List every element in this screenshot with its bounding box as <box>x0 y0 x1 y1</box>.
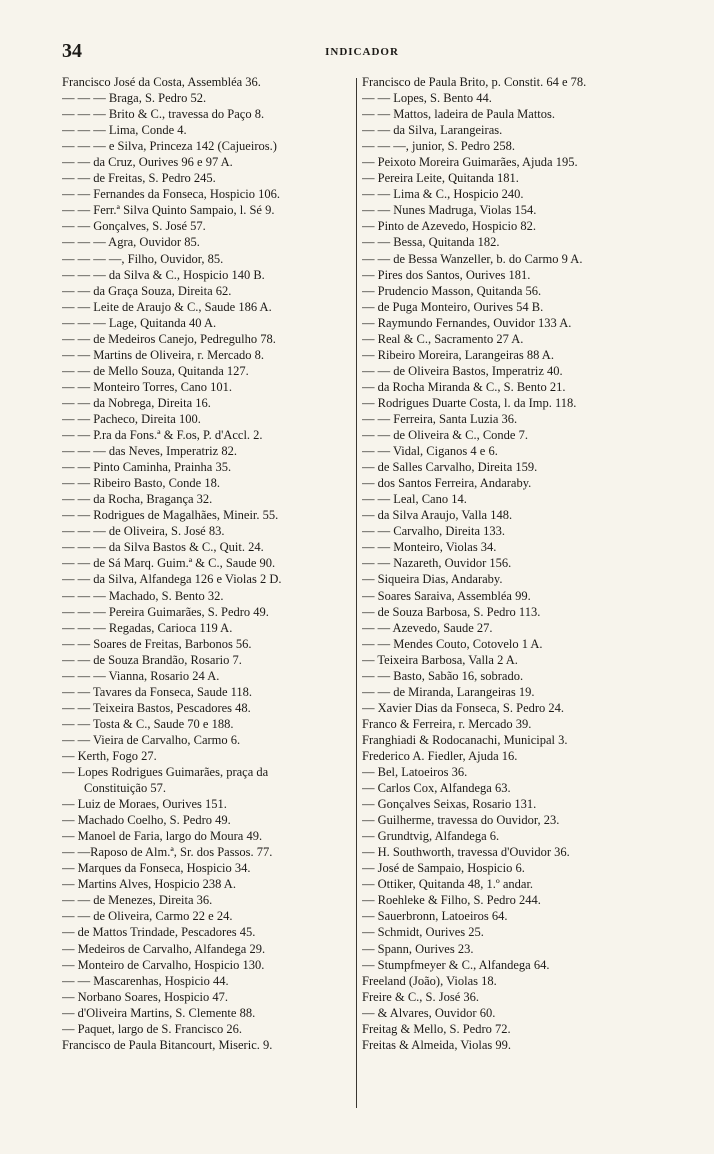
directory-entry: — Prudencio Masson, Quitanda 56. <box>362 283 542 298</box>
directory-entry: — Manoel de Faria, largo do Moura 49. <box>62 829 263 844</box>
directory-entry: Freitag & Mello, S. Pedro 72. <box>362 1021 511 1036</box>
directory-entry: — Pereira Leite, Quitanda 181. <box>362 171 519 186</box>
directory-entry: Freitas & Almeida, Violas 99. <box>362 1037 512 1052</box>
directory-entry: — — Mascarenhas, Hospicio 44. <box>62 973 229 988</box>
directory-entry: — — Tavares da Fonseca, Saude 118. <box>62 684 253 699</box>
directory-entry: — Pires dos Santos, Ourives 181. <box>362 267 531 282</box>
directory-entry: — & Alvares, Ouvidor 60. <box>362 1005 496 1020</box>
directory-entry: — — de Oliveira & C., Conde 7. <box>362 428 528 443</box>
directory-entry: — Martins Alves, Hospicio 238 A. <box>62 877 236 892</box>
directory-entry: — — da Rocha, Bragança 32. <box>62 492 213 507</box>
directory-entry: — — de Souza Brandão, Rosario 7. <box>62 652 242 667</box>
directory-entry: — dos Santos Ferreira, Andaraby. <box>362 476 532 491</box>
directory-entry: — Grundtvig, Alfandega 6. <box>362 829 500 844</box>
directory-entry: — da Rocha Miranda & C., S. Bento 21. <box>362 379 566 394</box>
directory-entry: — — Bessa, Quitanda 182. <box>362 235 500 250</box>
directory-entry: — — da Silva, Larangeiras. <box>362 123 503 138</box>
directory-entry: — de Puga Monteiro, Ourives 54 B. <box>362 299 544 314</box>
directory-entry: — Teixeira Barbosa, Valla 2 A. <box>362 652 518 667</box>
directory-entry: — Xavier Dias da Fonseca, S. Pedro 24. <box>362 700 565 715</box>
directory-entry: — Paquet, largo de S. Francisco 26. <box>62 1021 242 1036</box>
directory-entry: — — Lopes, S. Bento 44. <box>362 91 492 106</box>
directory-entry: — Sauerbronn, Latoeiros 64. <box>362 909 508 924</box>
directory-entry: — — Ferreira, Santa Luzia 36. <box>362 411 518 426</box>
directory-entry: — José de Sampaio, Hospicio 6. <box>362 861 525 876</box>
directory-entry: — — Vidal, Ciganos 4 e 6. <box>362 444 498 459</box>
directory-entry: — — — —, Filho, Ouvidor, 85. <box>62 251 224 266</box>
directory-entry: — Marques da Fonseca, Hospicio 34. <box>62 861 251 876</box>
directory-entry: — — Nazareth, Ouvidor 156. <box>362 556 512 571</box>
directory-entry: — — — Braga, S. Pedro 52. <box>62 91 207 106</box>
directory-entry: — Luiz de Moraes, Ourives 151. <box>62 797 227 812</box>
directory-entry: — — Ferr.ª Silva Quinto Sampaio, l. Sé 9. <box>62 203 275 218</box>
directory-entry: — — — da Silva & C., Hospicio 140 B. <box>62 267 265 282</box>
directory-entry: — d'Oliveira Martins, S. Clemente 88. <box>62 1005 256 1020</box>
directory-entry: — — — da Silva Bastos & C., Quit. 24. <box>62 540 264 555</box>
page-header <box>62 40 662 64</box>
directory-entry: — — Gonçalves, S. José 57. <box>62 219 206 234</box>
directory-entry: — — Azevedo, Saude 27. <box>362 620 493 635</box>
directory-entry: Frederico A. Fiedler, Ajuda 16. <box>362 748 518 763</box>
directory-entry: — Rodrigues Duarte Costa, l. da Imp. 118. <box>362 395 577 410</box>
directory-entry: — — — Lima, Conde 4. <box>62 123 187 138</box>
directory-entry: — — — Regadas, Carioca 119 A. <box>62 620 233 635</box>
directory-entry: — — Pinto Caminha, Prainha 35. <box>62 460 232 475</box>
directory-entry: — — Nunes Madruga, Violas 154. <box>362 203 537 218</box>
directory-entry: — — Carvalho, Direita 133. <box>362 524 506 539</box>
directory-entry: — Schmidt, Ourives 25. <box>362 925 484 940</box>
directory-entry: — Kerth, Fogo 27. <box>62 748 157 763</box>
directory-entry: — — de Freitas, S. Pedro 245. <box>62 171 216 186</box>
directory-entry: Francisco José da Costa, Assembléa 36. <box>62 75 261 89</box>
directory-entry: — Peixoto Moreira Guimarães, Ajuda 195. <box>362 155 578 170</box>
directory-entry: Freeland (João), Violas 18. <box>362 973 497 988</box>
directory-entry: — Machado Coelho, S. Pedro 49. <box>62 813 231 828</box>
directory-entry: — — Rodrigues de Magalhães, Mineir. 55. <box>62 508 279 523</box>
directory-entry: — Roehleke & Filho, S. Pedro 244. <box>362 893 541 908</box>
directory-entry: — — Vieira de Carvalho, Carmo 6. <box>62 732 241 747</box>
directory-entry: — Pinto de Azevedo, Hospicio 82. <box>362 219 536 234</box>
directory-entry: — — Martins de Oliveira, r. Mercado 8. <box>62 347 265 362</box>
directory-entry: Franghiadi & Rodocanachi, Municipal 3. <box>362 732 568 747</box>
directory-entry: — — — Machado, S. Bento 32. <box>62 588 224 603</box>
directory-entry: — Monteiro de Carvalho, Hospicio 130. <box>62 957 265 972</box>
directory-entry: — — de Oliveira Bastos, Imperatriz 40. <box>362 363 563 378</box>
directory-entry: — — Monteiro Torres, Cano 101. <box>62 379 233 394</box>
running-title: INDICADOR <box>325 46 399 58</box>
directory-entry: — — Leal, Cano 14. <box>362 492 467 507</box>
directory-entry: — —Raposo de Alm.ª, Sr. dos Passos. 77. <box>62 845 273 860</box>
directory-entry: — Spann, Ourives 23. <box>362 941 474 956</box>
directory-entry: — — Fernandes da Fonseca, Hospicio 106. <box>62 187 281 202</box>
directory-entry: — Raymundo Fernandes, Ouvidor 133 A. <box>362 315 572 330</box>
directory-entry: Freire & C., S. José 36. <box>362 989 480 1004</box>
directory-entry: — — Teixeira Bastos, Pescadores 48. <box>62 700 251 715</box>
directory-entry: Constituição 57. <box>84 781 166 796</box>
directory-entry: — Stumpfmeyer & C., Alfandega 64. <box>362 957 550 972</box>
directory-entry: — — — Agra, Ouvidor 85. <box>62 235 200 250</box>
directory-entry: — — de Bessa Wanzeller, b. do Carmo 9 A. <box>362 251 583 266</box>
directory-entry: — da Silva Araujo, Valla 148. <box>362 508 513 523</box>
directory-entry: — Medeiros de Carvalho, Alfandega 29. <box>62 941 266 956</box>
directory-entry: — — Mattos, ladeira de Paula Mattos. <box>362 107 556 122</box>
directory-entry: — — — e Silva, Princeza 142 (Cajueiros.) <box>62 139 277 154</box>
directory-entry: Francisco de Paula Bitancourt, Miseric. 9. <box>62 1037 273 1052</box>
left-column <box>62 74 355 1053</box>
directory-entry: — — — de Oliveira, S. José 83. <box>62 524 225 539</box>
directory-entry: — Bel, Latoeiros 36. <box>362 765 468 780</box>
directory-entry: — — Basto, Sabão 16, sobrado. <box>362 668 524 683</box>
directory-entry: — — de Sá Marq. Guim.ª & C., Saude 90. <box>62 556 276 571</box>
directory-entry: — Norbano Soares, Hospicio 47. <box>62 989 228 1004</box>
directory-entry: — — — das Neves, Imperatriz 82. <box>62 444 237 459</box>
directory-entry: — — de Medeiros Canejo, Pedregulho 78. <box>62 331 276 346</box>
directory-entry: — Lopes Rodrigues Guimarães, praça da <box>62 765 269 780</box>
directory-entry: — — da Nobrega, Direita 16. <box>62 395 211 410</box>
directory-entry: — de Souza Barbosa, S. Pedro 113. <box>362 604 541 619</box>
directory-entry: — — da Graça Souza, Direita 62. <box>62 283 232 298</box>
right-column <box>362 74 662 1053</box>
directory-entry: — Carlos Cox, Alfandega 63. <box>362 781 511 796</box>
directory-entry: Francisco de Paula Brito, p. Constit. 64 e 78. <box>362 75 587 89</box>
page-number: 34 <box>62 40 82 62</box>
directory-entry: — — Ribeiro Basto, Conde 18. <box>62 476 220 491</box>
directory-entry: — Gonçalves Seixas, Rosario 131. <box>362 797 537 812</box>
directory-entry: — — — Vianna, Rosario 24 A. <box>62 668 220 683</box>
directory-entry: — — Leite de Araujo & C., Saude 186 A. <box>62 299 272 314</box>
directory-entry: — Guilherme, travessa do Ouvidor, 23. <box>362 813 560 828</box>
directory-entry: — — — Brito & C., travessa do Paço 8. <box>62 107 265 122</box>
directory-entry: — H. Southworth, travessa d'Ouvidor 36. <box>362 845 570 860</box>
directory-entry: — Real & C., Sacramento 27 A. <box>362 331 524 346</box>
directory-entry: — — Monteiro, Violas 34. <box>362 540 497 555</box>
directory-entry: — Soares Saraiva, Assembléa 99. <box>362 588 531 603</box>
directory-entry: — Ottiker, Quitanda 48, 1.º andar. <box>362 877 534 892</box>
directory-entry: — — — Pereira Guimarães, S. Pedro 49. <box>62 604 269 619</box>
directory-entry: — — de Menezes, Direita 36. <box>62 893 213 908</box>
column-divider <box>356 78 357 1108</box>
directory-entry: — Siqueira Dias, Andaraby. <box>362 572 503 587</box>
directory-entry: — — da Silva, Alfandega 126 e Violas 2 D. <box>62 572 282 587</box>
directory-entry: — — P.ra da Fons.ª & F.os, P. d'Accl. 2. <box>62 428 263 443</box>
directory-entry: — de Salles Carvalho, Direita 159. <box>362 460 538 475</box>
directory-entry: — — de Miranda, Larangeiras 19. <box>362 684 535 699</box>
directory-entry: — — —, junior, S. Pedro 258. <box>362 139 515 154</box>
directory-entry: — — — Lage, Quitanda 40 A. <box>62 315 217 330</box>
directory-entry: — de Mattos Trindade, Pescadores 45. <box>62 925 256 940</box>
directory-entry: — — Pacheco, Direita 100. <box>62 411 201 426</box>
directory-entry: — Ribeiro Moreira, Larangeiras 88 A. <box>362 347 554 362</box>
directory-entry: — — de Oliveira, Carmo 22 e 24. <box>62 909 233 924</box>
directory-entry: — — de Mello Souza, Quitanda 127. <box>62 363 249 378</box>
directory-entry: — — Mendes Couto, Cotovelo 1 A. <box>362 636 543 651</box>
directory-entry: Franco & Ferreira, r. Mercado 39. <box>362 716 532 731</box>
directory-columns <box>62 74 666 1114</box>
directory-entry: — — Tosta & C., Saude 70 e 188. <box>62 716 234 731</box>
directory-entry: — — da Cruz, Ourives 96 e 97 A. <box>62 155 233 170</box>
directory-entry: — — Lima & C., Hospicio 240. <box>362 187 524 202</box>
directory-entry: — — Soares de Freitas, Barbonos 56. <box>62 636 252 651</box>
